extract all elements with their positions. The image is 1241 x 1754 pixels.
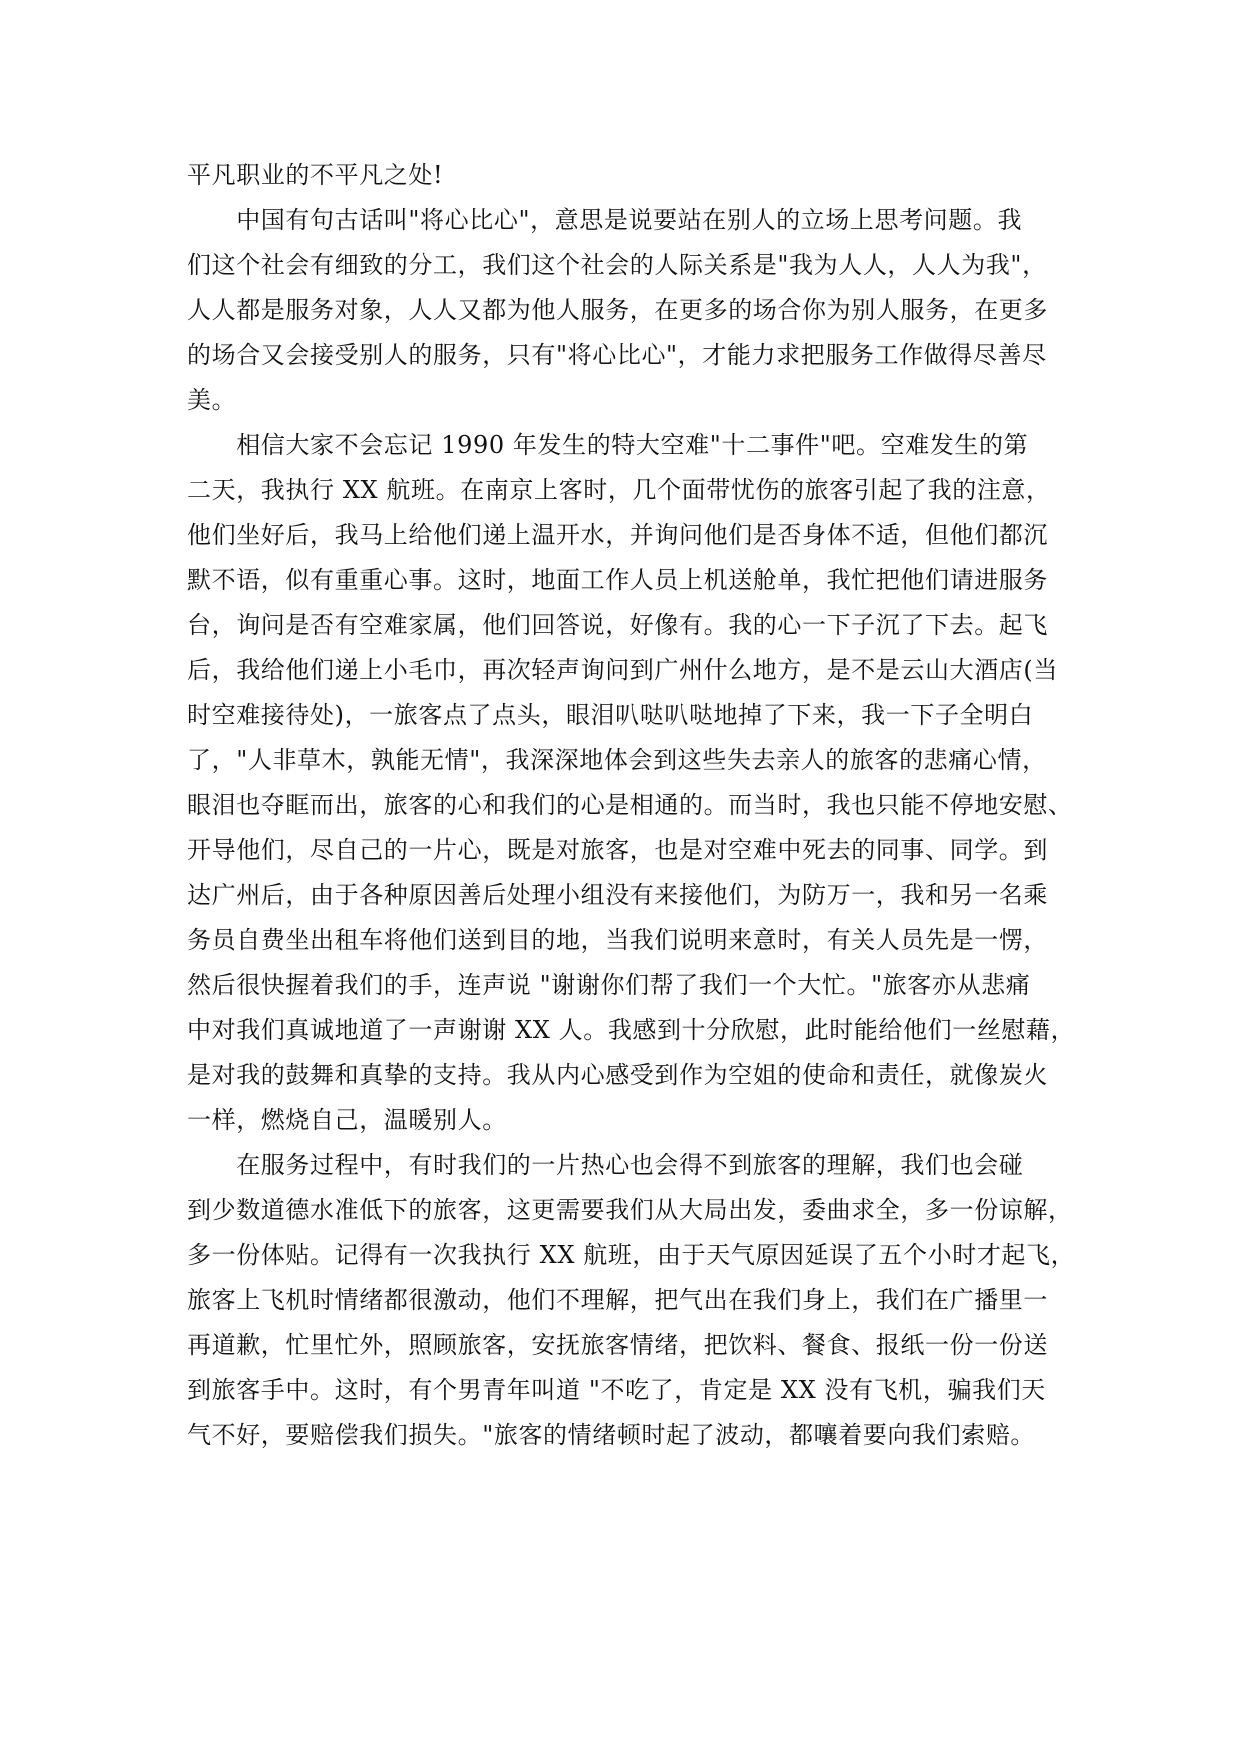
text-line: 后，我给他们递上小毛巾，再次轻声询问到广州什么地方，是不是云山大酒店(当 [187, 656, 1058, 684]
text-line: 他们坐好后，我马上给他们递上温开水，并询问他们是否身体不适，但他们都沉 [187, 521, 1048, 549]
text-line: 开导他们，尽自己的一片心，既是对旅客，也是对空难中死去的同事、同学。到 [187, 836, 1048, 864]
text-line: 默不语，似有重重心事。这时，地面工作人员上机送舱单，我忙把他们请进服务 [187, 566, 1048, 594]
text-line: 人人都是服务对象，人人又都为他人服务，在更多的场合你为别人服务，在更多 [187, 296, 1048, 324]
text-line: 一样，燃烧自己，温暖别人。 [187, 1106, 507, 1134]
text-line: 中国有句古话叫"将心比心"，意思是说要站在别人的立场上思考问题。我 [187, 206, 1023, 234]
text-line: 时空难接待处)，一旅客点了点头，眼泪叭哒叭哒地掉了下来，我一下子全明白 [187, 701, 1034, 729]
text-line: 多一份体贴。记得有一次我执行 XX 航班，由于天气原因延误了五个小时才起飞， [187, 1241, 1076, 1269]
text-line: 中对我们真诚地道了一声谢谢 XX 人。我感到十分欣慰，此时能给他们一丝慰藉， [187, 1016, 1076, 1044]
text-line: 台，询问是否有空难家属，他们回答说，好像有。我的心一下子沉了下去。起飞 [187, 611, 1048, 639]
text-line: 是对我的鼓舞和真挚的支持。我从内心感受到作为空姐的使命和责任，就像炭火 [187, 1061, 1048, 1089]
text-line: 了，"人非草木，孰能无情"，我深深地体会到这些失去亲人的旅客的悲痛心情， [187, 746, 1047, 774]
text-line: 眼泪也夺眶而出，旅客的心和我们的心是相通的。而当时，我也只能不停地安慰、 [187, 791, 1073, 819]
text-line: 务员自费坐出租车将他们送到目的地，当我们说明来意时，有关人员先是一愣， [187, 926, 1048, 954]
text-line: 旅客上飞机时情绪都很激动，他们不理解，把气出在我们身上，我们在广播里一 [187, 1286, 1048, 1314]
text-line: 平凡职业的不平凡之处! [187, 161, 444, 189]
text-line: 美。 [187, 386, 237, 414]
text-line: 达广州后，由于各种原因善后处理小组没有来接他们，为防万一，我和另一名乘 [187, 881, 1048, 909]
text-line: 二天，我执行 XX 航班。在南京上客时，几个面带忧伤的旅客引起了我的注意， [187, 476, 1051, 504]
text-line: 的场合又会接受别人的服务，只有"将心比心"，才能力求把服务工作做得尽善尽 [187, 341, 1047, 369]
text-line: 在服务过程中，有时我们的一片热心也会得不到旅客的理解，我们也会碰 [187, 1151, 1024, 1179]
text-line: 相信大家不会忘记 1990 年发生的特大空难"十二事件"吧。空难发生的第 [187, 431, 1029, 459]
text-line: 再道歉，忙里忙外，照顾旅客，安抚旅客情绪，把饮料、餐食、报纸一份一份送 [187, 1331, 1048, 1359]
text-line: 到旅客手中。这时，有个男青年叫道 "不吃了，肯定是 XX 没有飞机，骗我们天 [187, 1376, 1046, 1404]
text-line: 气不好，要赔偿我们损失。"旅客的情绪顿时起了波动，都嚷着要向我们索赔。 [187, 1421, 1036, 1449]
text-line: 到少数道德水准低下的旅客，这更需要我们从大局出发，委曲求全，多一份谅解， [187, 1196, 1073, 1224]
text-line: 然后很快握着我们的手，连声说 "谢谢你们帮了我们一个大忙。"旅客亦从悲痛 [187, 971, 1031, 999]
text-line: 们这个社会有细致的分工，我们这个社会的人际关系是"我为人人，人人为我"， [187, 251, 1047, 279]
